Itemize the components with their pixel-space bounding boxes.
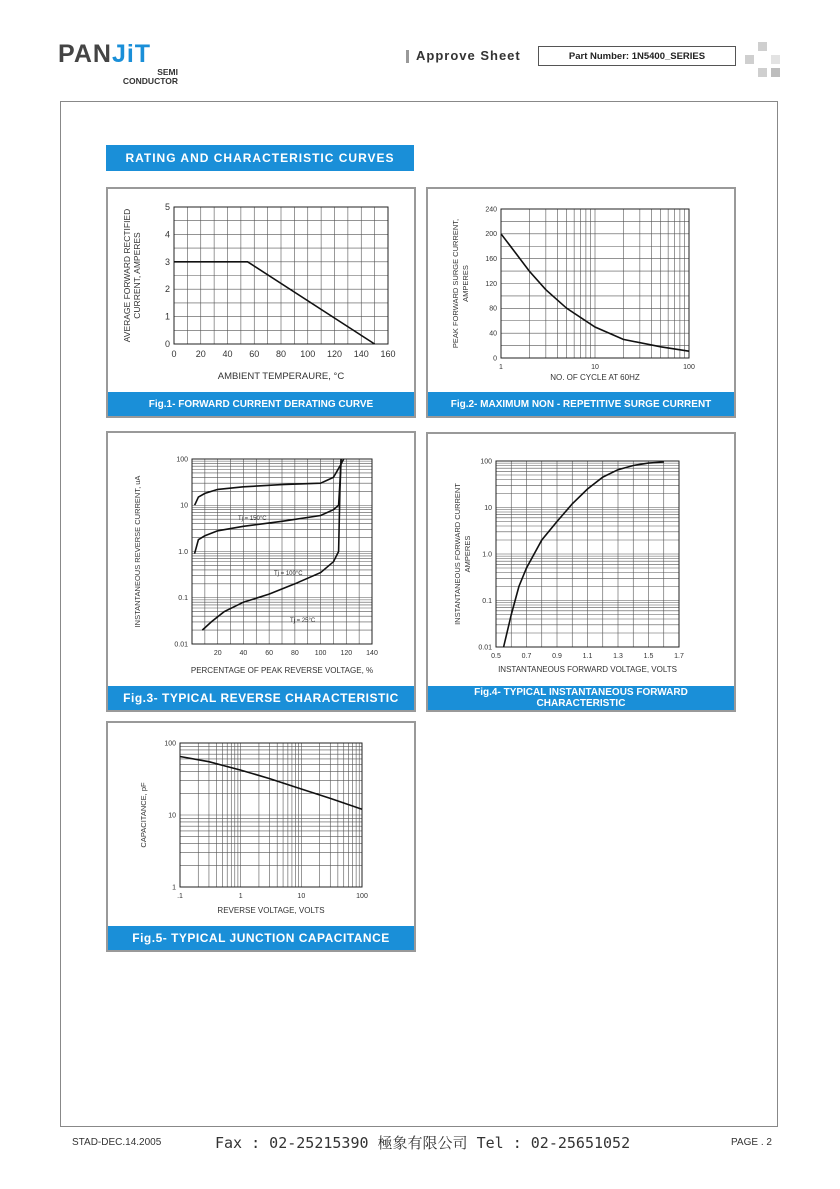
decorative-squares-icon [745,42,781,78]
fig4-xtick-label: 1.7 [674,653,684,660]
logo-text: PAN [58,40,112,68]
fig5-xlabel: REVERSE VOLTAGE, VOLTS [217,906,325,915]
fig1-xtick-label: 160 [380,349,396,359]
fig4-caption: Fig.4- TYPICAL INSTANTANEOUS FORWARD CHARACTERISTIC [428,686,734,710]
part-number-value: 1N5400_SERIES [631,50,706,62]
fig3-series-annotation: Tj = 150°C [238,516,267,522]
fig1-xtick-label: 20 [195,349,206,359]
fig3-ytick-label: 100 [176,456,188,464]
company-logo [58,40,188,90]
fig3-ytick-label: 10 [180,502,188,510]
fig3-xtick-label: 60 [265,650,274,657]
fig1-ytick-label: 3 [164,256,170,267]
fig1-caption: Fig.1- FORWARD CURRENT DERATING CURVE [108,392,414,416]
fig5-ytick-label: 10 [168,812,176,820]
fig1-ytick-label: 4 [164,229,170,240]
fig2-ytick-label: 160 [485,256,497,263]
fig2-caption: Fig.2- MAXIMUM NON - REPETITIVE SURGE CURRENT [428,392,734,416]
fig2-chart [428,189,734,392]
logo-sub-conductor: CONDUCTOR [122,76,178,86]
fig1-panel [106,187,416,418]
fig3-panel [106,431,416,712]
fig2-xtick-label: 1 [499,364,503,371]
fig4-ytick-label: 0.1 [482,597,492,605]
fig3-series-annotation: Tj = 100°C [274,571,303,577]
fig1-ytick-label: 5 [164,202,170,212]
fig2-ytick-label: 0 [493,355,497,363]
fig2-ylabel: PEAK FORWARD SURGE CURRENT, [451,218,460,349]
fig4-ytick-label: 100 [480,458,492,466]
fig4-xtick-label: 0.9 [552,653,562,660]
fig4-ytick-label: 10 [484,504,492,512]
fig4-xtick-label: 1.5 [643,653,654,660]
fig1-xtick-label: 80 [275,349,287,359]
footer-doc-code: STAD-DEC.14.2005 [72,1137,162,1148]
fig4-xtick-label: 1.3 [613,653,623,660]
fig2-ytick-label: 240 [485,206,497,214]
fig3-xtick-label: 120 [340,650,353,657]
fig3-xtick-label: 40 [239,650,248,657]
part-number-label: Part Number: [568,50,630,62]
fig5-xtick-label: 100 [356,893,368,900]
fig3-xtick-label: 80 [290,650,299,657]
fig1-ytick-label: 2 [164,284,170,295]
fig1-xtick-label: 140 [353,349,369,359]
fig1-chart [108,189,414,392]
fig2-ytick-label: 40 [489,330,497,338]
fig1-xtick-label: 0 [171,349,177,359]
fig1-ytick-label: 0 [164,339,170,349]
fig5-xtick-label: 1 [238,893,243,900]
fig1-ytick-label: 1 [164,311,170,322]
fig3-ylabel: INSTANTANEOUS REVERSE CURRENT, uA [133,475,142,628]
fig3-ytick-label: 0.1 [178,595,188,603]
fig5-ytick-label: 1 [172,884,176,892]
fig2-xlabel: NO. OF CYCLE AT 60HZ [550,373,640,382]
fig2-ytick-label: 80 [489,305,497,313]
fig4-xlabel: INSTANTANEOUS FORWARD VOLTAGE, VOLTS [498,665,677,674]
fig1-xtick-label: 40 [222,349,233,359]
fig2-ylabel: AMPERES [461,265,470,302]
footer-contact: Fax : 02-25215390 極象有限公司 Tel : 02-25651052 [215,1134,631,1152]
fig3-xlabel: PERCENTAGE OF PEAK REVERSE VOLTAGE, % [190,666,374,675]
fig3-ytick-label: 1.0 [178,548,188,556]
fig2-ytick-label: 120 [485,280,497,288]
fig4-ylabel: INSTANTANEOUS FORWARD CURRENT [453,483,462,625]
fig5-ytick-label: 100 [164,740,176,748]
fig2-xtick-label: 10 [591,364,599,371]
fig4-chart [428,434,734,686]
fig4-ylabel: AMPERES [463,535,472,573]
fig5-ylabel: CAPACITANCE, pF [139,782,148,848]
fig4-xtick-label: 1.1 [582,653,593,660]
logo-sub-semi: SEMI [157,67,178,77]
fig1-xtick-label: 60 [249,349,260,359]
fig5-chart [108,723,414,926]
logo-accent-text: JiT [111,40,152,68]
footer-page-number: PAGE . 2 [731,1137,772,1148]
fig4-ytick-label: 1.0 [482,551,492,559]
fig3-xtick-label: 100 [314,650,327,657]
fig5-caption: Fig.5- TYPICAL JUNCTION CAPACITANCE [108,926,414,950]
fig1-xtick-label: 100 [300,349,316,359]
fig1-ylabel: AVERAGE FORWARD RECTIFIED [122,208,132,343]
fig5-xtick-label: .1 [177,893,183,900]
fig1-ylabel: CURRENT, AMPERES [132,232,142,319]
fig2-xtick-label: 100 [683,364,695,371]
fig4-panel [426,432,736,712]
fig3-chart [108,433,414,686]
fig3-series-annotation: Tj = 25°C [290,618,316,624]
fig3-xtick-label: 140 [366,650,378,657]
fig4-ytick-label: 0.01 [478,644,492,652]
fig4-xtick-label: 0.7 [521,653,532,660]
part-number-box [538,46,736,66]
fig3-xtick-label: 20 [213,650,222,657]
fig2-ytick-label: 200 [485,231,497,239]
fig5-xtick-label: 10 [297,893,306,900]
fig3-ytick-label: 0.01 [174,641,188,649]
section-title: RATING AND CHARACTERISTIC CURVES [106,145,414,171]
approve-sheet-label: Approve Sheet [416,48,521,63]
fig1-xlabel: AMBIENT TEMPERAURE, °C [217,371,345,382]
fig1-xtick-label: 120 [326,349,343,359]
approve-bar-marker [406,50,409,63]
fig3-caption: Fig.3- TYPICAL REVERSE CHARACTERISTIC [108,686,414,710]
fig4-xtick-label: 0.5 [491,653,501,660]
fig2-panel [426,187,736,418]
fig5-panel [106,721,416,952]
